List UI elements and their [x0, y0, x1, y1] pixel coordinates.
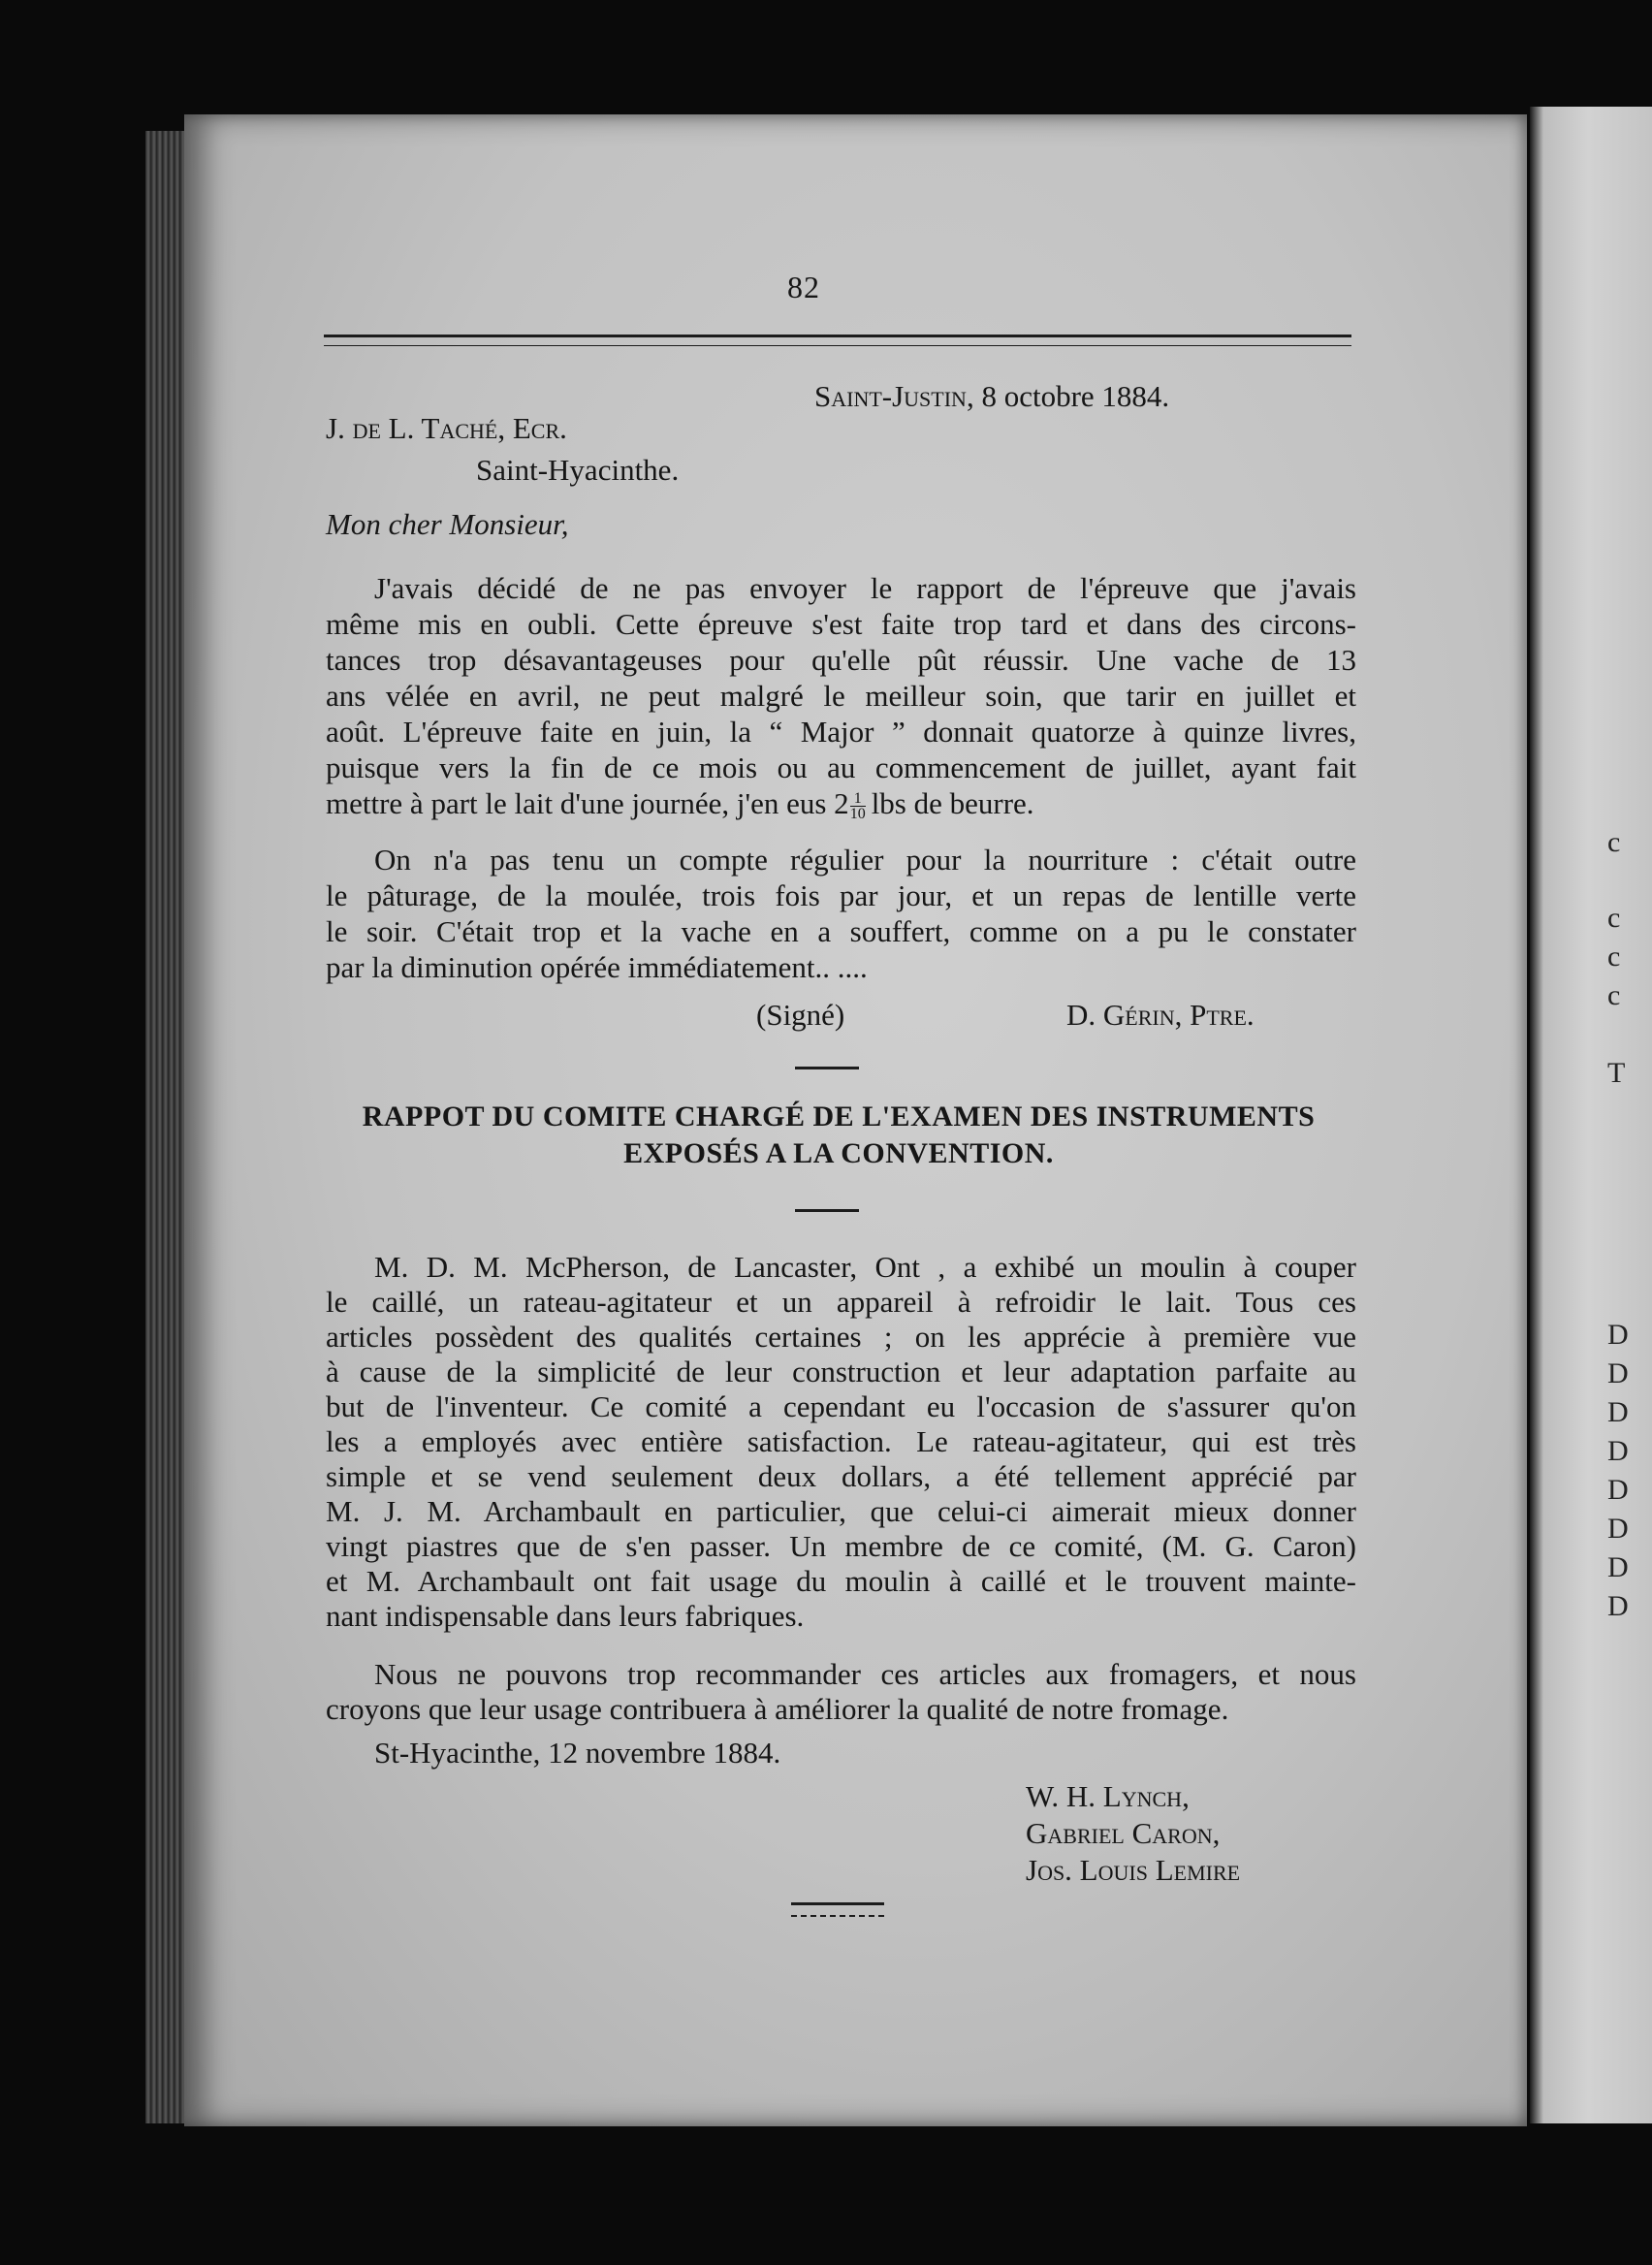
facing-page-glyph: D	[1607, 1357, 1629, 1389]
facing-page-glyph: D	[1607, 1319, 1629, 1351]
letter-paragraph-line: le pâturage, de la moulée, trois fois par jour, et un repas de lentille verte	[326, 878, 1356, 912]
header-double-rule	[324, 335, 1351, 346]
report-paragraph-last-line: nant indispensable dans leurs fabriques.	[326, 1599, 805, 1633]
signed-label: (Signé)	[756, 998, 845, 1032]
report-paragraph-line: simple et se vend seulement deux dollars, a été tellement apprécié par	[326, 1459, 1356, 1493]
letter-paragraph-line: août. L'épreuve faite en juin, la “ Major ” donnait quatorze à quinze livres,	[326, 715, 1356, 749]
facing-page-fragment	[1530, 107, 1652, 2123]
facing-page-glyph: c	[1607, 826, 1621, 858]
signatory: W. H. Lynch,	[1026, 1779, 1190, 1813]
report-paragraph-line: le caillé, un rateau-agitateur et un appareil à refroidir le lait. Tous ces	[326, 1285, 1356, 1319]
facing-page-glyph: c	[1607, 979, 1621, 1011]
report-paragraph-line: vingt piastres que de s'en passer. Un membre de ce comité, (M. G. Caron)	[326, 1529, 1356, 1563]
facing-page-glyph: D	[1607, 1396, 1629, 1428]
letter-text: lbs de beurre.	[871, 786, 1034, 820]
letter-place: Saint-Justin,	[814, 379, 974, 413]
letter-paragraph-line: le soir. C'était trop et la vache en a souffert, comme on a pu le constater	[326, 914, 1356, 948]
letter-recipient-city: Saint-Hyacinthe.	[476, 453, 680, 487]
report-paragraph-line: M. D. M. McPherson, de Lancaster, Ont , a exhibé un moulin à couper	[374, 1250, 1356, 1284]
facing-page-glyph: D	[1607, 1435, 1629, 1467]
report-title-line1: RAPPOT DU COMITE CHARGÉ DE L'EXAMEN DES INSTRUMENTS	[362, 1101, 1316, 1132]
letter-place-date	[814, 380, 1169, 413]
letter-paragraph-line: même mis en oubli. Cette épreuve s'est faite trop tard et dans des circons-	[326, 607, 1356, 641]
letter-date: 8 octobre 1884.	[981, 379, 1170, 413]
facing-page-glyph: c	[1607, 941, 1621, 973]
section-separator	[795, 1067, 859, 1069]
letter-paragraph-line: J'avais décidé de ne pas envoyer le rapport de l'épreuve que j'avais	[374, 571, 1356, 605]
fraction-denominator: 10	[849, 806, 866, 823]
report-title-line2: EXPOSÉS A LA CONVENTION.	[623, 1137, 1054, 1169]
report-paragraph-line: les a employés avec entière satisfaction. Le rateau-agitateur, qui est très	[326, 1424, 1356, 1458]
letter-text: mettre à part le lait d'une journée, j'en eus 2	[326, 786, 849, 820]
report-paragraph-line: M. J. M. Archambault en particulier, que celui-ci aimerait mieux donner	[326, 1494, 1356, 1528]
letter-paragraph-line: puisque vers la fin de ce mois ou au commencement de juillet, ayant fait	[326, 750, 1356, 784]
letter-paragraph-last-line: par la diminution opérée immédiatement.. ....	[326, 950, 868, 984]
section-separator	[795, 1209, 859, 1212]
report-paragraph-line: à cause de la simplicité de leur construction et leur adaptation parfaite au	[326, 1355, 1356, 1388]
letter-paragraph-line: On n'a pas tenu un compte régulier pour la nourriture : c'était outre	[374, 843, 1356, 877]
letter-paragraph-line: ans vélée en avril, ne peut malgré le meilleur soin, que tarir en juillet et	[326, 679, 1356, 713]
page-number: 82	[787, 270, 820, 304]
report-paragraph-line: croyons que leur usage contribuera à améliorer la qualité de notre fromage.	[326, 1692, 1229, 1726]
letter-recipient: J. de L. Taché, Ecr.	[326, 411, 567, 445]
report-paragraph-line: but de l'inventeur. Ce comité a cependant eu l'occasion de s'assurer qu'on	[326, 1389, 1356, 1423]
report-paragraph-line: et M. Archambault ont fait usage du moulin à caillé et le trouvent mainte-	[326, 1564, 1356, 1598]
facing-page-glyph: T	[1607, 1057, 1626, 1089]
fraction-numerator: 1	[850, 791, 866, 807]
facing-page-glyph: D	[1607, 1513, 1629, 1545]
signatory: Jos. Louis Lemire	[1026, 1853, 1241, 1887]
signatory: Gabriel Caron,	[1026, 1816, 1221, 1850]
report-place-date: St-Hyacinthe, 12 novembre 1884.	[374, 1736, 781, 1770]
closing-ornament	[791, 1902, 884, 1917]
fraction	[850, 791, 866, 821]
facing-page-glyph: c	[1607, 902, 1621, 934]
report-paragraph-line: articles possèdent des qualités certaines ; on les apprécie à première vue	[326, 1320, 1356, 1354]
report-paragraph-line: Nous ne pouvons trop recommander ces articles aux fromagers, et nous	[374, 1657, 1356, 1691]
letter-paragraph-last-line	[326, 787, 1034, 821]
facing-page-glyph: D	[1607, 1474, 1629, 1506]
letter-signature: D. Gérin, Ptre.	[1066, 998, 1255, 1032]
facing-page-glyph: D	[1607, 1551, 1629, 1583]
letter-paragraph-line: tances trop désavantageuses pour qu'elle pût réussir. Une vache de 13	[326, 643, 1356, 677]
facing-page-glyph: D	[1607, 1590, 1629, 1622]
letter-salutation: Mon cher Monsieur,	[326, 507, 569, 541]
